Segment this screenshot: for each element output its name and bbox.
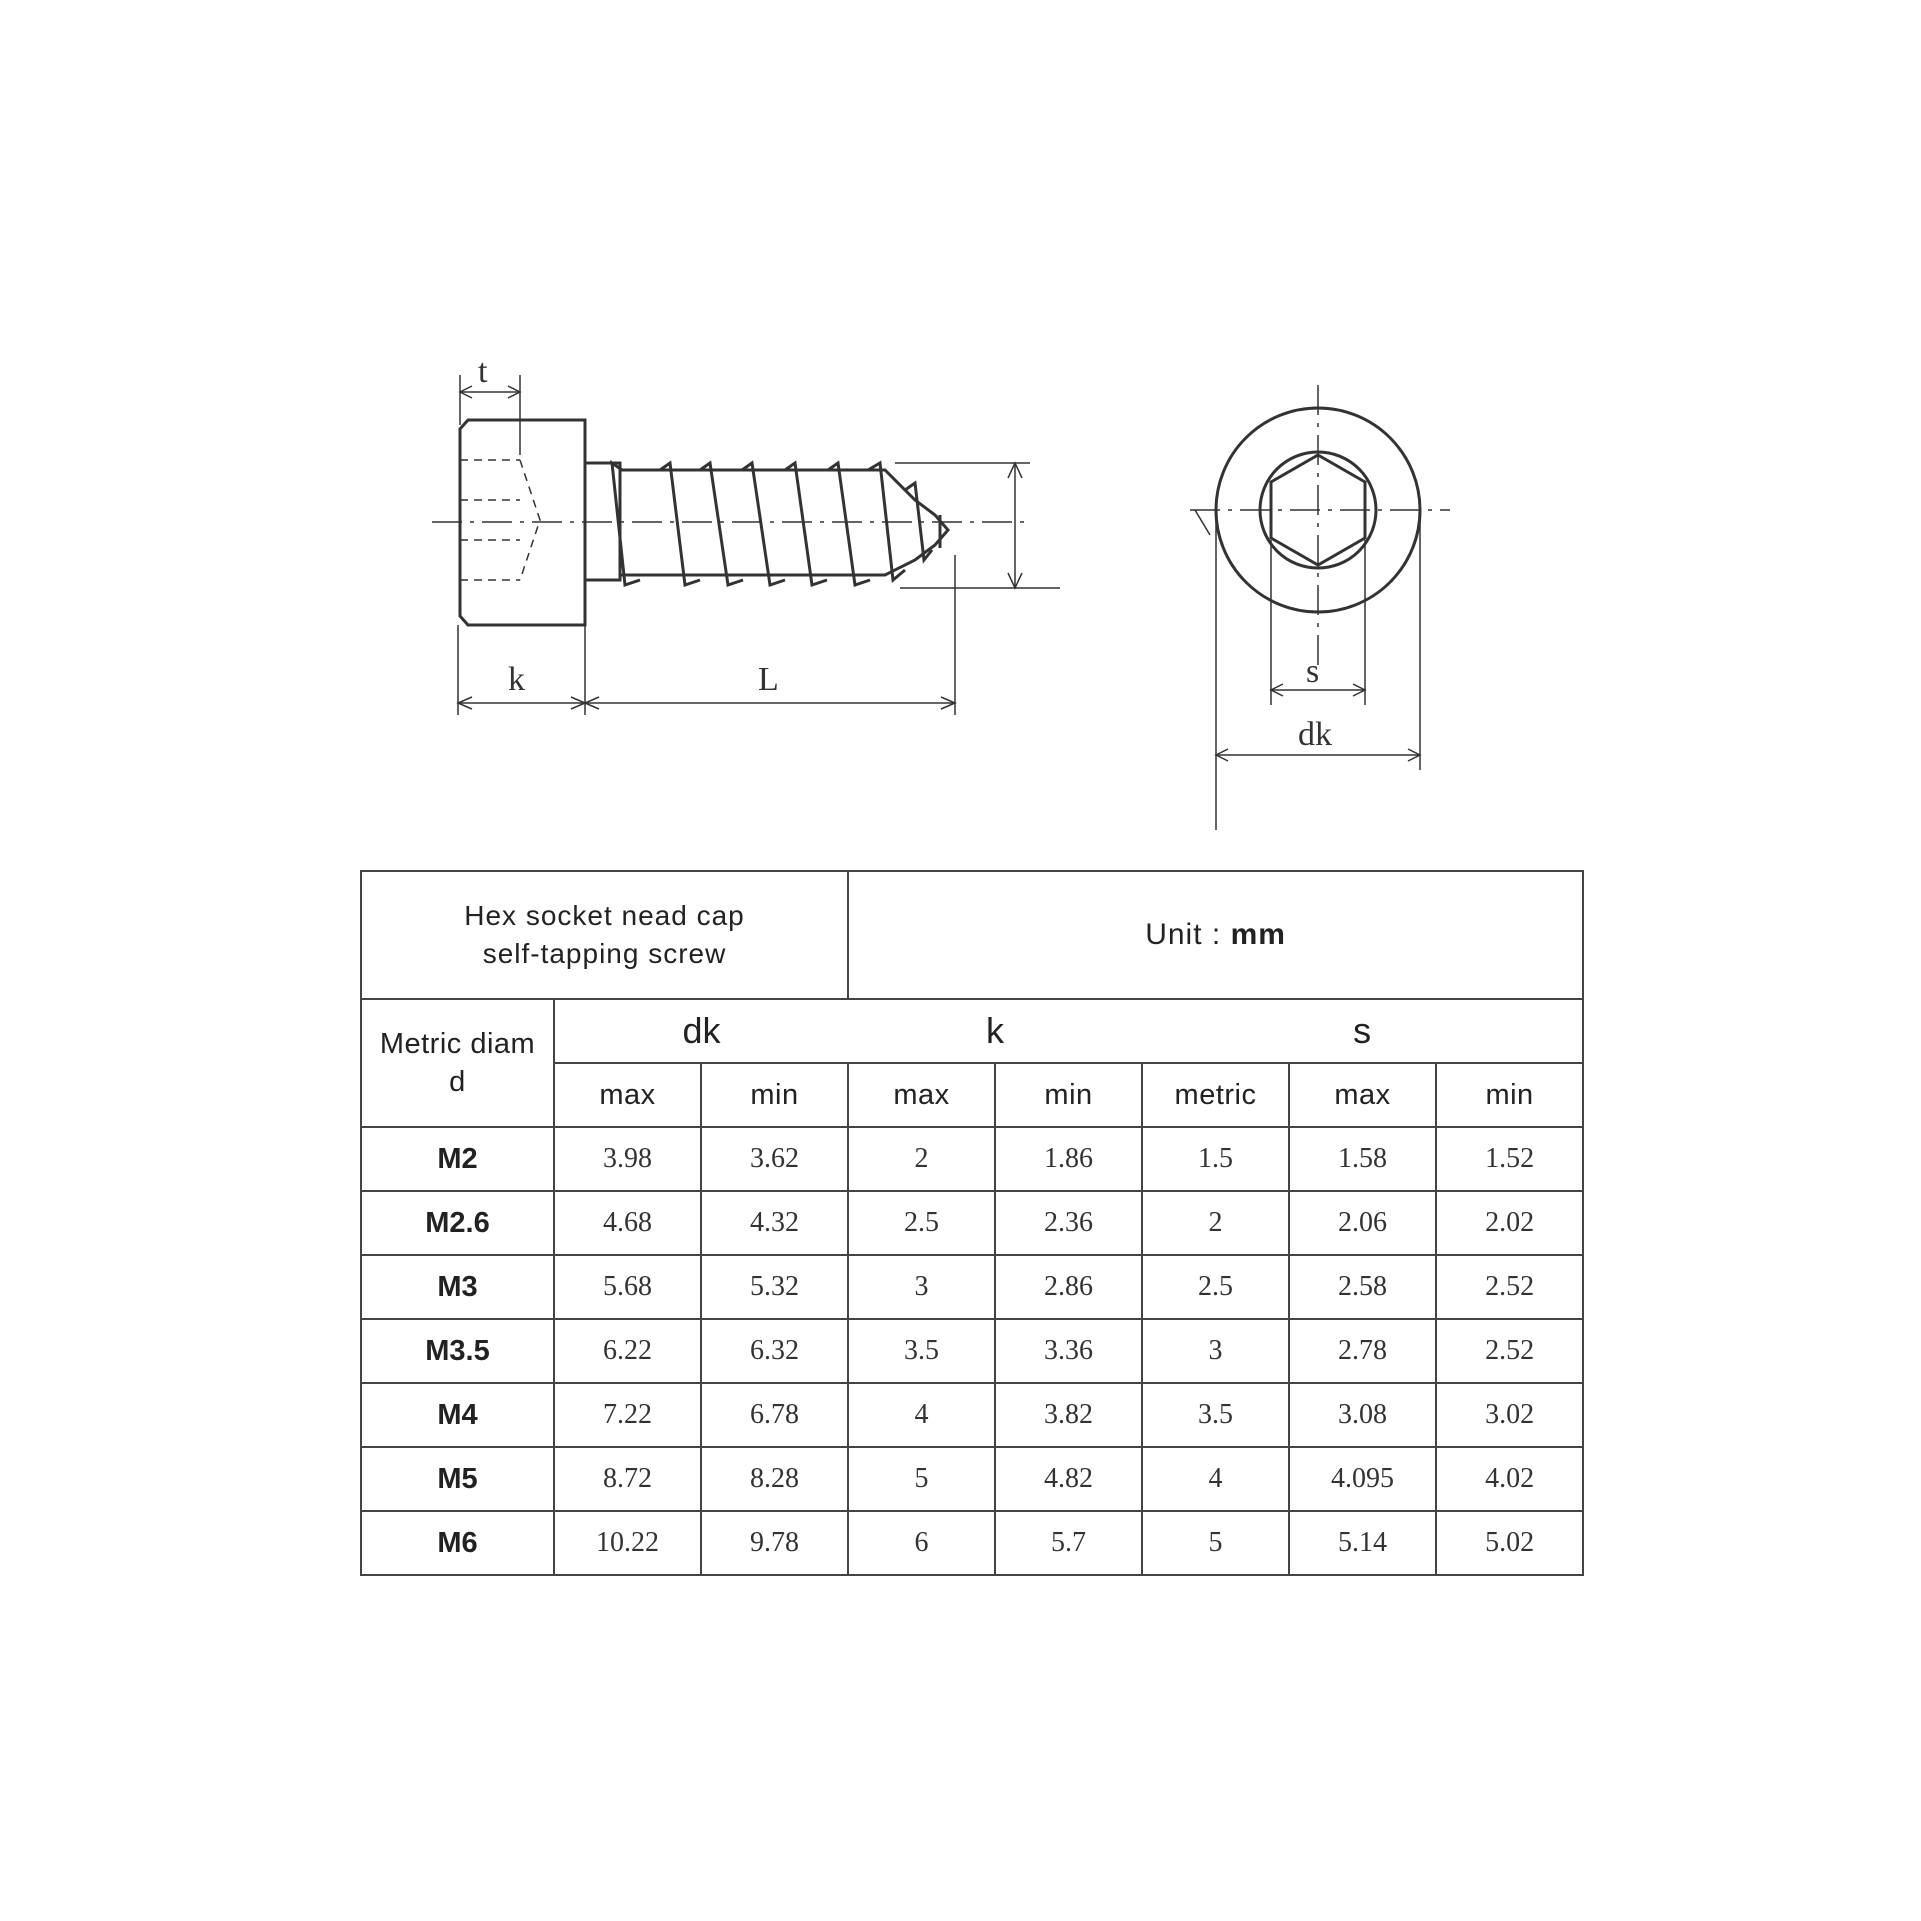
side-view [432, 375, 1060, 715]
row-label: M3 [361, 1255, 554, 1319]
cell-value: 2.86 [995, 1255, 1142, 1319]
cell-value: 4.68 [554, 1191, 701, 1255]
group-header-dk: dk [554, 999, 848, 1063]
label-s: s [1306, 653, 1320, 690]
cell-value: 6.78 [701, 1383, 848, 1447]
cell-value: 5.14 [1289, 1511, 1436, 1575]
metric-diam-symbol: d [449, 1066, 466, 1098]
cell-value: 3.62 [701, 1127, 848, 1191]
cell-value: 7.22 [554, 1383, 701, 1447]
cell-value: 2.78 [1289, 1319, 1436, 1383]
subheader-k-max: max [848, 1063, 995, 1127]
cell-value: 6.22 [554, 1319, 701, 1383]
row-label: M4 [361, 1383, 554, 1447]
cell-value: 1.58 [1289, 1127, 1436, 1191]
table-row [361, 1383, 1583, 1447]
cell-value: 4.82 [995, 1447, 1142, 1511]
cell-value: 2.06 [1289, 1191, 1436, 1255]
label-t: t [478, 353, 488, 390]
cell-value: 3.08 [1289, 1383, 1436, 1447]
unit-label: Unit : [1145, 918, 1231, 951]
table-row [361, 1127, 1583, 1191]
cell-value: 3 [848, 1255, 995, 1319]
spec-table [360, 870, 1584, 1576]
cell-value: 2.58 [1289, 1255, 1436, 1319]
cell-value: 2.02 [1436, 1191, 1583, 1255]
subheader-s-metric: metric [1142, 1063, 1289, 1127]
cell-value: 1.52 [1436, 1127, 1583, 1191]
table-row [361, 1255, 1583, 1319]
subheader-dk-min: min [701, 1063, 848, 1127]
cell-value: 2 [1142, 1191, 1289, 1255]
table-title-line1: Hex socket nead cap [464, 900, 745, 931]
unit-value: mm [1230, 918, 1286, 951]
subheader-s-min: min [1436, 1063, 1583, 1127]
cell-value: 4.02 [1436, 1447, 1583, 1511]
table-row [361, 1191, 1583, 1255]
label-dk: dk [1298, 716, 1332, 753]
label-k: k [508, 661, 525, 698]
cell-value: 3.5 [848, 1319, 995, 1383]
table-row [361, 1447, 1583, 1511]
cell-value: 9.78 [701, 1511, 848, 1575]
cell-value: 5 [848, 1447, 995, 1511]
table-row [361, 1319, 1583, 1383]
cell-value: 4 [848, 1383, 995, 1447]
cell-value: 1.86 [995, 1127, 1142, 1191]
cell-value: 2 [848, 1127, 995, 1191]
cell-value: 2.5 [848, 1191, 995, 1255]
cell-value: 6 [848, 1511, 995, 1575]
cell-value: 5.68 [554, 1255, 701, 1319]
row-label: M2 [361, 1127, 554, 1191]
cell-value: 5.02 [1436, 1511, 1583, 1575]
cell-value: 1.5 [1142, 1127, 1289, 1191]
cell-value: 3.02 [1436, 1383, 1583, 1447]
cell-value: 2.52 [1436, 1255, 1583, 1319]
cell-value: 5.7 [995, 1511, 1142, 1575]
cell-value: 3 [1142, 1319, 1289, 1383]
cell-value: 6.32 [701, 1319, 848, 1383]
cell-value: 5 [1142, 1511, 1289, 1575]
subheader-k-min: min [995, 1063, 1142, 1127]
cell-value: 8.72 [554, 1447, 701, 1511]
group-header-row [361, 999, 1583, 1063]
row-label: M6 [361, 1511, 554, 1575]
row-label: M5 [361, 1447, 554, 1511]
cell-value: 5.32 [701, 1255, 848, 1319]
subheader-s-max: max [1289, 1063, 1436, 1127]
cell-value: 2.5 [1142, 1255, 1289, 1319]
cell-value: 4 [1142, 1447, 1289, 1511]
label-L: L [758, 661, 779, 698]
socket-hidden-lines [460, 460, 540, 580]
cell-value: 3.5 [1142, 1383, 1289, 1447]
row-label: M3.5 [361, 1319, 554, 1383]
group-header-s: s [1142, 999, 1583, 1063]
table-title-line2: self-tapping screw [482, 938, 727, 969]
row-label: M2.6 [361, 1191, 554, 1255]
cell-value: 2.52 [1436, 1319, 1583, 1383]
screw-threads [612, 463, 940, 585]
screw-drawing-svg [0, 0, 1921, 880]
cell-value: 4.32 [701, 1191, 848, 1255]
group-header-k: k [848, 999, 1142, 1063]
cell-value: 3.82 [995, 1383, 1142, 1447]
unit-cell [848, 871, 1583, 999]
metric-diam-header [361, 999, 554, 1127]
subheader-dk-max: max [554, 1063, 701, 1127]
table-row [361, 1511, 1583, 1575]
screw-technical-drawing [0, 0, 1921, 880]
cell-value: 8.28 [701, 1447, 848, 1511]
metric-diam-label: Metric diam [379, 1028, 536, 1060]
cell-value: 2.36 [995, 1191, 1142, 1255]
cell-value: 10.22 [554, 1511, 701, 1575]
table-title-row [361, 871, 1583, 999]
table-title [361, 871, 848, 999]
end-view [1190, 385, 1450, 830]
cell-value: 3.36 [995, 1319, 1142, 1383]
cell-value: 4.095 [1289, 1447, 1436, 1511]
cell-value: 3.98 [554, 1127, 701, 1191]
